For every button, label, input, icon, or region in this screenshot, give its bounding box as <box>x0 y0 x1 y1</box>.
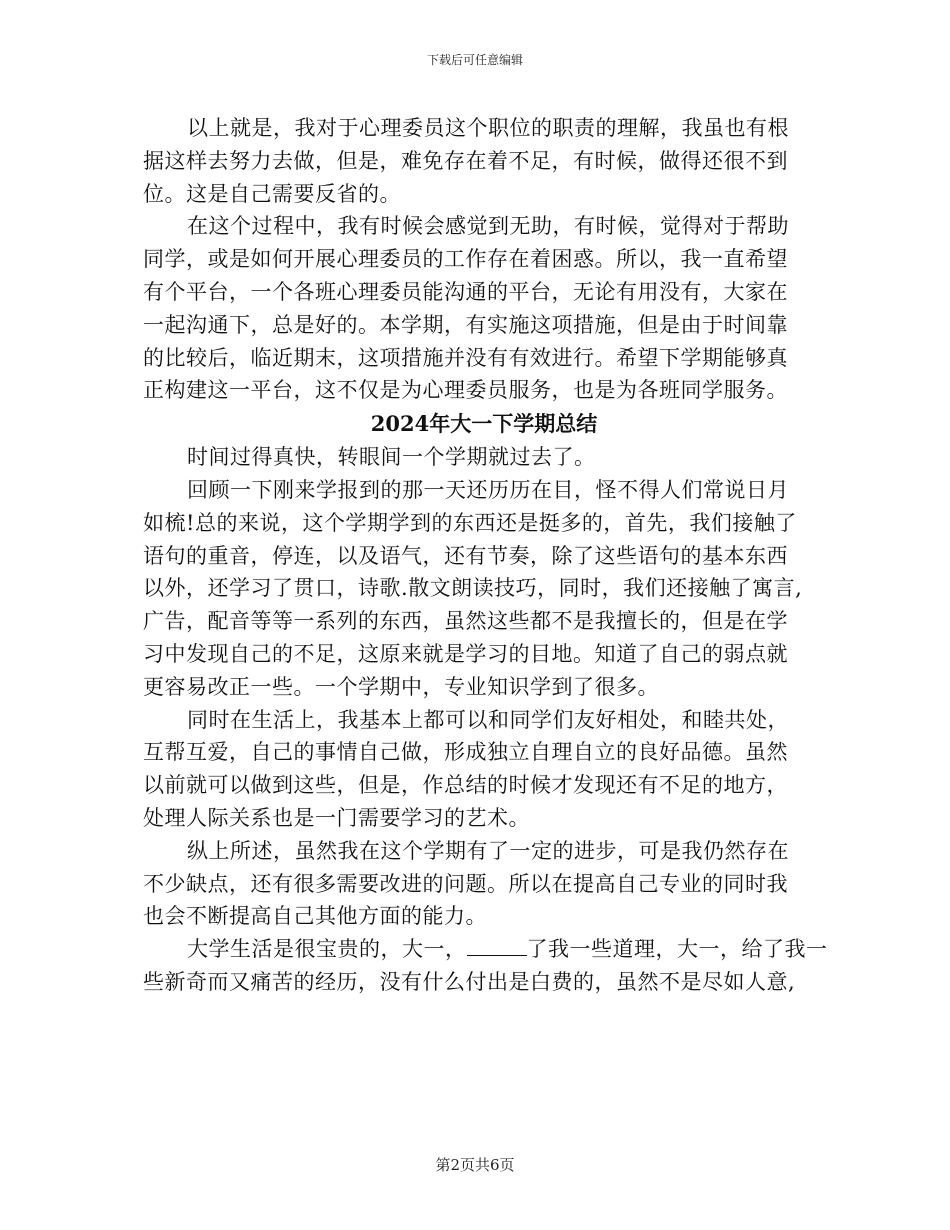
text-line <box>143 933 828 966</box>
text-line: 互帮互爱，自己的事情自己做，形成独立自理自立的良好品德。虽然 <box>143 740 788 765</box>
text-line: 正构建这一平台，这不仅是为心理委员服务，也是为各班同学服务。 <box>143 378 788 403</box>
text-line: 纵上所述，虽然我在这个学期有了一定的进步，可是我仍然存在 <box>187 838 789 863</box>
text-line: 在这个过程中，我有时候会感觉到无助，有时候，觉得对于帮助 <box>187 214 789 239</box>
text-line: 些新奇而又痛苦的经历，没有什么付出是白费的，虽然不是尽如人意, <box>143 969 796 994</box>
text-line: 处理人际关系也是一门需要学习的艺术。 <box>143 805 530 830</box>
text-line: 习中发现自己的不足，这原来就是学习的目地。知道了自己的弱点就 <box>143 641 788 666</box>
text-line: 也会不断提高自己其他方面的能力。 <box>143 904 487 929</box>
text-line: 同学，或是如何开展心理委员的工作存在着困惑。所以，我一直希望 <box>143 247 788 272</box>
text-line: 不少缺点，还有很多需要改进的问题。所以在提高自己专业的同时我 <box>143 871 788 896</box>
section-title: 2024年大一下学期总结 <box>370 411 598 437</box>
text-line: 同时在生活上，我基本上都可以和同学们友好相处，和睦共处， <box>187 707 789 732</box>
paragraph <box>143 704 815 835</box>
text-line: 更容易改正一些。一个学期中，专业知识学到了很多。 <box>143 674 659 699</box>
text-line: 如梳!总的来说，这个学期学到的东西还是挺多的，首先，我们接触了 <box>143 510 797 535</box>
document-body <box>143 112 828 999</box>
text-fragment: 大学生活是很宝贵的，大一， <box>187 937 467 962</box>
text-line: 回顾一下刚来学报到的那一天还历历在目，怪不得人们常说日月 <box>187 477 789 502</box>
text-line: 位。这是自己需要反省的。 <box>143 181 401 206</box>
page-footer: 第2页共6页 <box>435 1156 515 1174</box>
page-header: 下载后可任意编辑 <box>426 53 523 67</box>
text-line: 广告，配音等等一系列的东西，虽然这些都不是我擅长的，但是在学 <box>143 609 788 634</box>
text-line: 时间过得真快，转眼间一个学期就过去了。 <box>187 445 596 470</box>
paragraph <box>143 210 815 407</box>
text-line: 以外，还学习了贯口，诗歌.散文朗读技巧，同时，我们还接触了寓言, <box>143 576 803 601</box>
text-line: 语句的重音，停连，以及语气，还有节奏，除了这些语句的基本东西 <box>143 543 788 568</box>
text-line: 有个平台，一个各班心理委员能沟通的平台，无论有用没有，大家在 <box>143 279 788 304</box>
text-line: 的比较后，临近期末，这项措施并没有有效进行。希望下学期能够真 <box>143 345 788 370</box>
paragraph <box>143 474 815 704</box>
text-line: 以前就可以做到这些，但是，作总结的时候才发现还有不足的地方， <box>143 773 788 798</box>
text-line: 一起沟通下，总是好的。本学期，有实施这项措施，但是由于时间靠 <box>143 312 788 337</box>
text-fragment: 了我一些道理，大一，给了我一 <box>526 937 828 962</box>
text-line: 以上就是，我对于心理委员这个职位的职责的理解，我虽也有根 <box>187 116 789 140</box>
text-line: 据这样去努力去做，但是，难免存在着不足，有时候，做得还很不到 <box>143 148 788 173</box>
paragraph <box>143 441 815 474</box>
paragraph <box>143 933 828 999</box>
fill-in-blank <box>467 937 527 956</box>
paragraph <box>143 112 815 210</box>
paragraph <box>143 835 815 933</box>
